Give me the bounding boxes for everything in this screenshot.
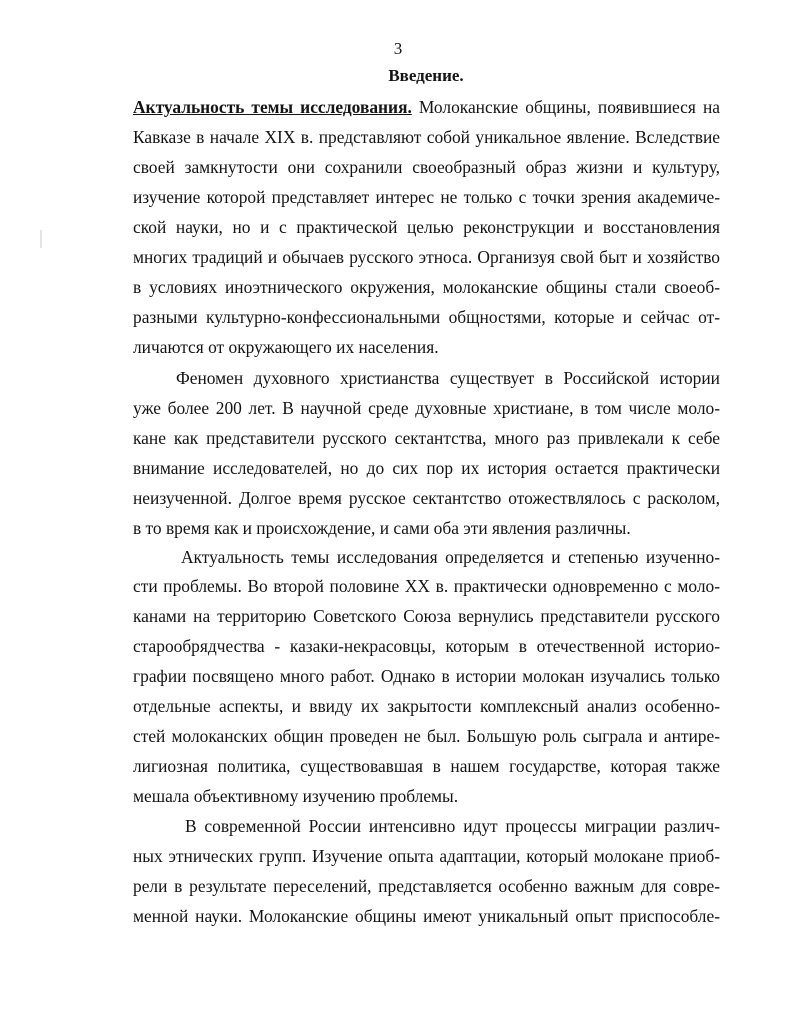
text-line: уже более 200 лет. В научной среде духовные христиане, в том числе моло-: [133, 398, 720, 418]
text-line: разными культурно-конфессиональными общностями, которые и сейчас от-: [133, 307, 720, 327]
text-line: изучение которой представляет интерес не только с точки зрения академиче-: [133, 187, 720, 207]
text-line: мешала объективному изучению проблемы.: [133, 786, 459, 806]
text-line: многих традиций и обычаев русского этноса. Организуя свой быт и хозяйство: [133, 247, 720, 267]
text-line: лигиозная политика, существовавшая в нашем государстве, которая также: [133, 756, 720, 776]
text-line: ных этнических групп. Изучение опыта адаптации, который молокане приоб-: [133, 846, 720, 866]
text-line: своей замкнутости они сохранили своеобразный образ жизни и культуру,: [133, 157, 720, 177]
text-line: неизученной. Долгое время русское сектантство отожествлялось с расколом,: [133, 488, 720, 508]
text-line: стей молоканских общин проведен не был. Большую роль сыграла и антире-: [133, 726, 720, 746]
text-line: ской науки, но и с практической целью реконструкции и восстановления: [133, 217, 720, 237]
page-number: 3: [393, 39, 403, 58]
text-line: отдельные аспекты, и ввиду их закрытости комплексный анализ особенно-: [133, 696, 720, 716]
text-line: В современной России интенсивно идут процессы миграции различ-: [185, 816, 720, 836]
text-line: внимание исследователей, но до сих пор их история остается практически: [133, 458, 720, 478]
text-line: рели в результате переселений, представляется особенно важным для совре-: [133, 876, 720, 896]
section-title: Актуальность темы исследования.: [133, 97, 412, 117]
page-heading: Введение.: [388, 66, 464, 85]
text-line: Актуальность темы исследования. Молоканские общины, появившиеся на: [133, 97, 720, 117]
text-line: личаются от окружающего их населения.: [133, 337, 439, 357]
text-line: в условиях иноэтнического окружения, молоканские общины стали своеоб-: [133, 277, 720, 297]
scan-margin-mark: [40, 230, 42, 248]
text-line: сти проблемы. Во второй половине XX в. практически одновременно с моло-: [133, 576, 720, 596]
text-line: в то время как и происхождение, и сами оба эти явления различны.: [133, 518, 631, 538]
text-line: Кавказе в начале XIX в. представляют собой уникальное явление. Вследствие: [133, 127, 720, 147]
text-line: кане как представители русского сектантства, много раз привлекали к себе: [133, 428, 720, 448]
text-line: Актуальность темы исследования определяется и степенью изученно-: [181, 547, 720, 567]
text-line: Феномен духовного христианства существует в Российской истории: [176, 368, 720, 388]
text-line: канами на территорию Советского Союза вернулись представители русского: [133, 606, 720, 626]
text-line: графии посвящено много работ. Однако в истории молокан изучались только: [133, 666, 720, 686]
text-line: старообрядчества - казаки-некрасовцы, которым в отечественной историо-: [133, 636, 720, 656]
text-line: менной науки. Молоканские общины имеют уникальный опыт приспособле-: [133, 906, 720, 926]
